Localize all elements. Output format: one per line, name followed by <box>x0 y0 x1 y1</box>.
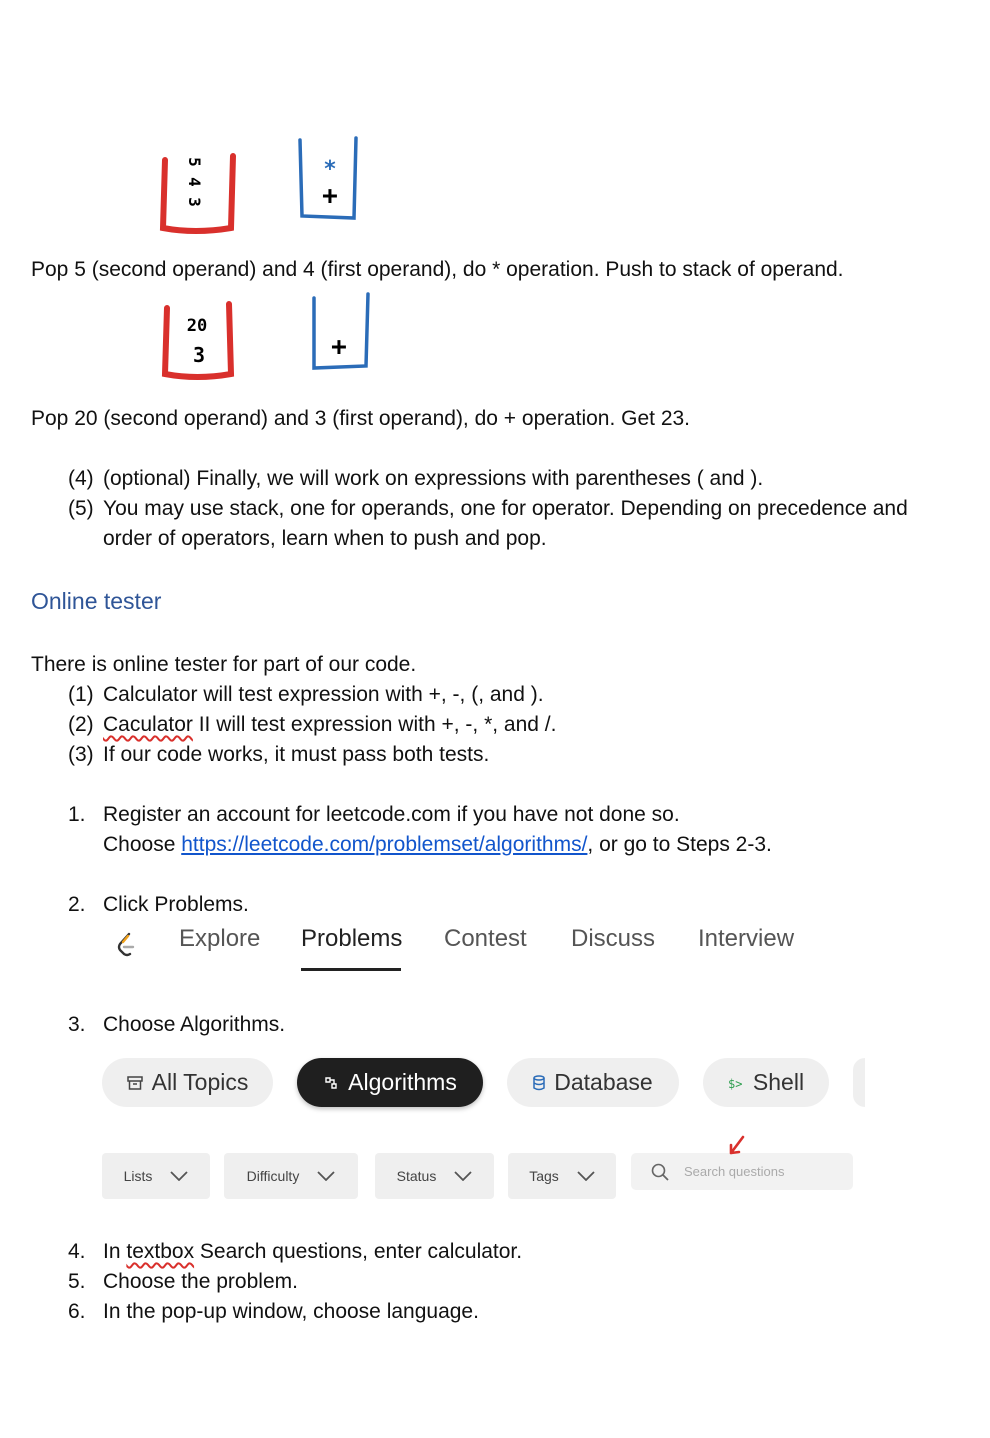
list-text: If our code works, it must pass both tests. <box>103 743 490 766</box>
archive-icon <box>127 1076 143 1090</box>
list-number: 3. <box>68 1013 86 1036</box>
diagram2-caption: Pop 20 (second operand) and 3 (first operand), do + operation. Get 23. <box>31 407 691 430</box>
database-icon <box>533 1075 545 1091</box>
filter-label: Tags <box>529 1168 559 1184</box>
search-input[interactable]: Search questions <box>684 1164 785 1179</box>
nav-interview[interactable]: Interview <box>698 925 795 952</box>
list-text: Choose the problem. <box>103 1270 298 1293</box>
list-text: Choose Algorithms. <box>103 1013 286 1036</box>
chip-algorithms[interactable] <box>297 1058 483 1107</box>
annotation-arrow-icon <box>727 1135 747 1157</box>
stack-operator: + <box>322 181 338 211</box>
step-1-link-line <box>103 830 772 860</box>
filter-lists[interactable] <box>102 1153 210 1199</box>
list-number: 6. <box>68 1300 86 1323</box>
list-text: You may use stack, one for operands, one for operator. Depending on precedence and <box>103 497 908 520</box>
search-box[interactable] <box>631 1153 853 1190</box>
after-link-text: , or go to Steps 2-3. <box>587 833 772 856</box>
list-number: 2. <box>68 893 86 916</box>
choose-text: Choose <box>103 833 182 856</box>
stack-value: 5 <box>185 157 204 167</box>
chip-database[interactable] <box>507 1058 679 1107</box>
list-number: 1. <box>68 803 86 826</box>
operator-stack-diagram-2 <box>306 290 376 375</box>
list-text: (optional) Finally, we will work on expressions with parentheses ( and ). <box>103 467 764 490</box>
list-text <box>103 710 556 740</box>
section-heading: Online tester <box>31 588 162 614</box>
filter-label: Status <box>396 1168 437 1184</box>
nav-problems[interactable]: Problems <box>301 925 403 952</box>
diagram1-caption: Pop 5 (second operand) and 4 (first operand), do * operation. Push to stack of operand. <box>31 258 844 281</box>
list-text: Register an account for leetcode.com if you have not done so. <box>103 803 680 826</box>
algorithm-icon <box>323 1075 339 1091</box>
chevron-down-icon <box>317 1171 335 1181</box>
operand-stack-diagram-2 <box>157 298 242 383</box>
active-tab-underline <box>301 968 401 971</box>
chevron-down-icon <box>170 1171 188 1181</box>
step-4-pre: In <box>103 1240 127 1263</box>
chip-label: Algorithms <box>348 1069 457 1095</box>
nav-explore[interactable]: Explore <box>179 925 261 952</box>
stack-operator: + <box>331 332 347 362</box>
chip-all-topics[interactable] <box>102 1058 273 1107</box>
list-number: 5. <box>68 1270 86 1293</box>
stack-value: 4 <box>185 177 204 187</box>
chevron-down-icon <box>454 1171 472 1181</box>
chip-partial[interactable] <box>853 1058 865 1107</box>
search-icon <box>651 1163 669 1181</box>
filter-status[interactable] <box>375 1153 494 1199</box>
stack-value: 3 <box>192 343 206 367</box>
misspelled-word: textbox <box>126 1240 195 1263</box>
list-number: (5) <box>68 497 94 520</box>
leetcode-algorithms-link[interactable]: https://leetcode.com/problemset/algorithms/ <box>181 833 588 856</box>
list-text-rest: II will test expression with +, -, *, and /. <box>192 713 557 736</box>
misspelled-word: Caculator <box>103 713 193 736</box>
list-text: Calculator will test expression with +, -, (, and ). <box>103 683 544 706</box>
leetcode-logo-icon[interactable] <box>115 932 137 958</box>
list-text: In the pop-up window, choose language. <box>103 1300 479 1323</box>
list-number: (4) <box>68 467 94 490</box>
operator-stack-diagram-1 <box>292 132 367 227</box>
nav-contest[interactable]: Contest <box>444 925 527 952</box>
filter-difficulty[interactable] <box>224 1153 358 1199</box>
list-number: 4. <box>68 1240 86 1263</box>
list-number: (1) <box>68 683 94 706</box>
stack-value: 20 <box>186 316 208 336</box>
operand-stack-diagram-1 <box>155 130 245 240</box>
terminal-icon <box>728 1076 744 1090</box>
svg-text:$>: $> <box>727 1076 743 1090</box>
chip-label: All Topics <box>151 1069 249 1095</box>
stack-value: 3 <box>185 197 204 207</box>
chevron-down-icon <box>577 1171 595 1181</box>
filter-label: Lists <box>123 1168 153 1184</box>
chip-label: Shell <box>752 1069 805 1095</box>
list-text <box>103 1237 522 1267</box>
step-4-rest: Search questions, enter calculator. <box>194 1240 523 1263</box>
stack-operator: * <box>323 157 337 182</box>
list-text: Click Problems. <box>103 893 249 916</box>
intro-text: There is online tester for part of our code. <box>31 653 417 676</box>
nav-discuss[interactable]: Discuss <box>571 925 656 952</box>
list-number: (2) <box>68 713 94 736</box>
list-number: (3) <box>68 743 94 766</box>
chip-label: Database <box>554 1069 653 1095</box>
list-text-continued: order of operators, learn when to push and pop. <box>103 527 547 550</box>
filter-label: Difficulty <box>246 1168 300 1184</box>
filter-tags[interactable] <box>508 1153 616 1199</box>
chip-shell[interactable] <box>703 1058 829 1107</box>
